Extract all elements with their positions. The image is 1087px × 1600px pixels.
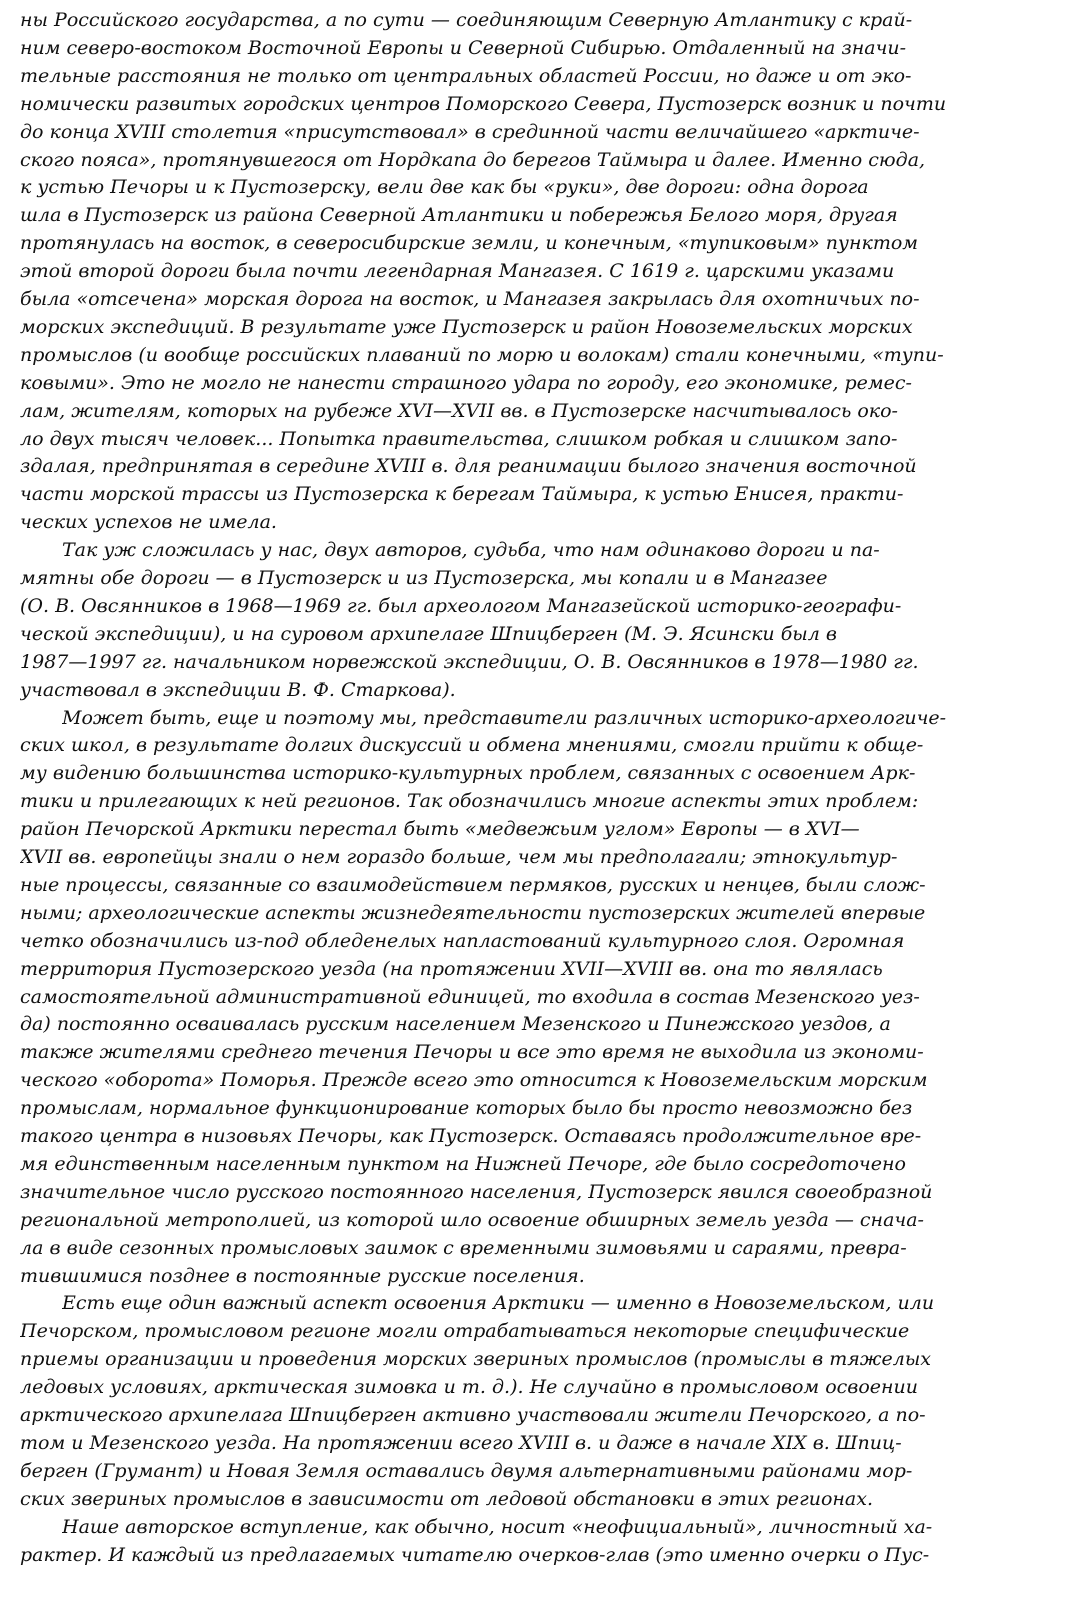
- text-line: ледовых условиях, арктическая зимовка и т. д.). Не случайно в промысловом освоении: [20, 1376, 919, 1399]
- text-line: мя единственным населенным пунктом на Нижней Печоре, где было сосредоточено: [20, 1152, 906, 1175]
- text-line: ним северо-востоком Восточной Европы и Северной Сибирью. Отдаленный на значи-: [20, 36, 907, 59]
- text-line: также жителями среднего течения Печоры и все это время не выходила из экономи-: [20, 1041, 924, 1064]
- text-line: этой второй дороги была почти легендарная Мангазея. С 1619 г. царскими указами: [20, 260, 895, 283]
- text-line: лам, жителям, которых на рубеже XVI—XVII вв. в Пустозерске насчитывалось око-: [20, 399, 898, 422]
- text-line: ческого «оборота» Поморья. Прежде всего это относится к Новоземельским морским: [20, 1069, 928, 1092]
- text-line: приемы организации и проведения морских звериных промыслов (промыслы в тяжелых: [20, 1348, 932, 1371]
- paragraph-first-line: Может быть, еще и поэтому мы, представители различных историко-археологиче-: [62, 706, 947, 729]
- text-line: ными; археологические аспекты жизнедеятельности пустозерских жителей впервые: [20, 901, 926, 924]
- text-line: тики и прилегающих к ней регионов. Так обозначились многие аспекты этих проблем:: [20, 790, 919, 813]
- paragraph-first-line: Наше авторское вступление, как обычно, носит «неофициальный», личностный ха-: [62, 1515, 933, 1538]
- text-line: части морской трассы из Пустозерска к берегам Таймыра, к устью Енисея, практи-: [20, 483, 904, 506]
- text-line: региональной метрополией, из которой шло освоение обширных земель уезда — снача-: [20, 1208, 924, 1231]
- text-line: XVII вв. европейцы знали о нем гораздо больше, чем мы предполагали; этнокультур-: [20, 846, 898, 868]
- text-line: ского пояса», протянувшегося от Нордкапа до берегов Таймыра и далее. Именно сюда,: [20, 148, 926, 171]
- text-line: до конца XVIII столетия «присутствовал» в срединной части величайшего «арктиче-: [20, 120, 920, 143]
- text-line: том и Мезенского уезда. На протяжении всего XVIII в. и даже в начале XIX в. Шпиц-: [20, 1431, 902, 1454]
- text-line: ные процессы, связанные со взаимодействием пермяков, русских и ненцев, были слож-: [20, 873, 926, 896]
- text-line: ло двух тысяч человек... Попытка правительства, слишком робкая и слишком запо-: [20, 427, 898, 450]
- text-line: промыслов (и вообще российских плаваний по морю и волокам) стали конечными, «тупи-: [20, 343, 944, 366]
- text-line: самостоятельной административной единицей, то входила в состав Мезенского уез-: [20, 985, 920, 1008]
- paragraph-first-line: Есть еще один важный аспект освоения Арктики — именно в Новоземельском, или: [62, 1292, 935, 1315]
- text-line: номически развитых городских центров Поморского Севера, Пустозерск возник и почти: [20, 92, 947, 115]
- text-line: шла в Пустозерск из района Северной Атлантики и побережья Белого моря, другая: [20, 204, 898, 227]
- text-line: ческой экспедиции), и на суровом архипелаге Шпицберген (М. Э. Ясински был в: [20, 622, 837, 645]
- text-line: ны Российского государства, а по сути — соединяющим Северную Атлантику с край-: [20, 9, 913, 31]
- text-line: значительное число русского постоянного населения, Пустозерск явился своеобразной: [20, 1180, 933, 1203]
- text-line: участвовал в экспедиции В. Ф. Старкова).: [20, 678, 456, 701]
- text-line: ских звериных промыслов в зависимости от ледовой обстановки в этих регионах.: [20, 1487, 873, 1510]
- text-line: да) постоянно осваивалась русским населением Мезенского и Пинежского уездов, а: [20, 1013, 891, 1036]
- text-line: ческих успехов не имела.: [20, 511, 277, 534]
- text-line: 1987—1997 гг. начальником норвежской экспедиции, О. В. Овсянников в 1978—1980 гг.: [20, 650, 919, 673]
- paragraph-first-line: Так уж сложилась у нас, двух авторов, судьба, что нам одинаково дороги и па-: [62, 539, 880, 562]
- text-line: промыслам, нормальное функционирование которых было бы просто невозможно без: [20, 1097, 913, 1120]
- text-line: морских экспедиций. В результате уже Пустозерск и район Новоземельских морских: [20, 315, 913, 338]
- text-line: к устью Печоры и к Пустозерску, вели две как бы «руки», две дороги: одна дорога: [20, 176, 869, 199]
- text-line: такого центра в низовьях Печоры, как Пустозерск. Оставаясь продолжительное вре-: [20, 1125, 922, 1147]
- text-line: арктического архипелага Шпицберген активно участвовали жители Печорского, а по-: [20, 1404, 926, 1426]
- text-line: тельные расстояния не только от центральных областей России, но даже и от эко-: [20, 64, 912, 87]
- text-line: му видению большинства историко-культурных проблем, связанных с освоением Арк-: [20, 762, 916, 785]
- text-line: ковыми». Это не могло не нанести страшного удара по городу, его экономике, ремес-: [20, 371, 912, 394]
- text-line: территория Пустозерского уезда (на протяжении XVII—XVIII вв. она то являлась: [20, 957, 883, 980]
- text-line: (О. В. Овсянников в 1968—1969 гг. был археологом Мангазейской историко-географи-: [20, 594, 902, 617]
- text-line: Печорском, промысловом регионе могли отрабатываться некоторые специфические: [20, 1320, 910, 1343]
- text-line: была «отсечена» морская дорога на восток, и Мангазея закрылась для охотничьих по-: [20, 288, 920, 310]
- text-line: тившимися позднее в постоянные русские поселения.: [20, 1264, 585, 1287]
- text-line: ских школ, в результате долгих дискуссий и обмена мнениями, смогли прийти к обще-: [20, 734, 924, 757]
- text-line: берген (Грумант) и Новая Земля оставались двумя альтернативными районами мор-: [20, 1459, 913, 1482]
- text-line: четко обозначились из-под обледенелых напластований культурного слоя. Огромная: [20, 929, 905, 952]
- text-line: здалая, предпринятая в середине XVIII в. для реанимации былого значения восточной: [20, 455, 917, 478]
- text-line: протянулась на восток, в северосибирские земли, и конечным, «тупиковым» пунктом: [20, 232, 919, 255]
- text-line: мятны обе дороги — в Пустозерск и из Пустозерска, мы копали и в Мангазее: [20, 567, 828, 589]
- text-line: ла в виде сезонных промысловых заимок с временными зимовьями и сараями, превра-: [20, 1236, 907, 1259]
- text-line: район Печорской Арктики перестал быть «медвежьим углом» Европы — в XVI—: [20, 818, 860, 841]
- text-line: рактер. И каждый из предлагаемых читателю очерков-глав (это именно очерки о Пус-: [20, 1543, 930, 1566]
